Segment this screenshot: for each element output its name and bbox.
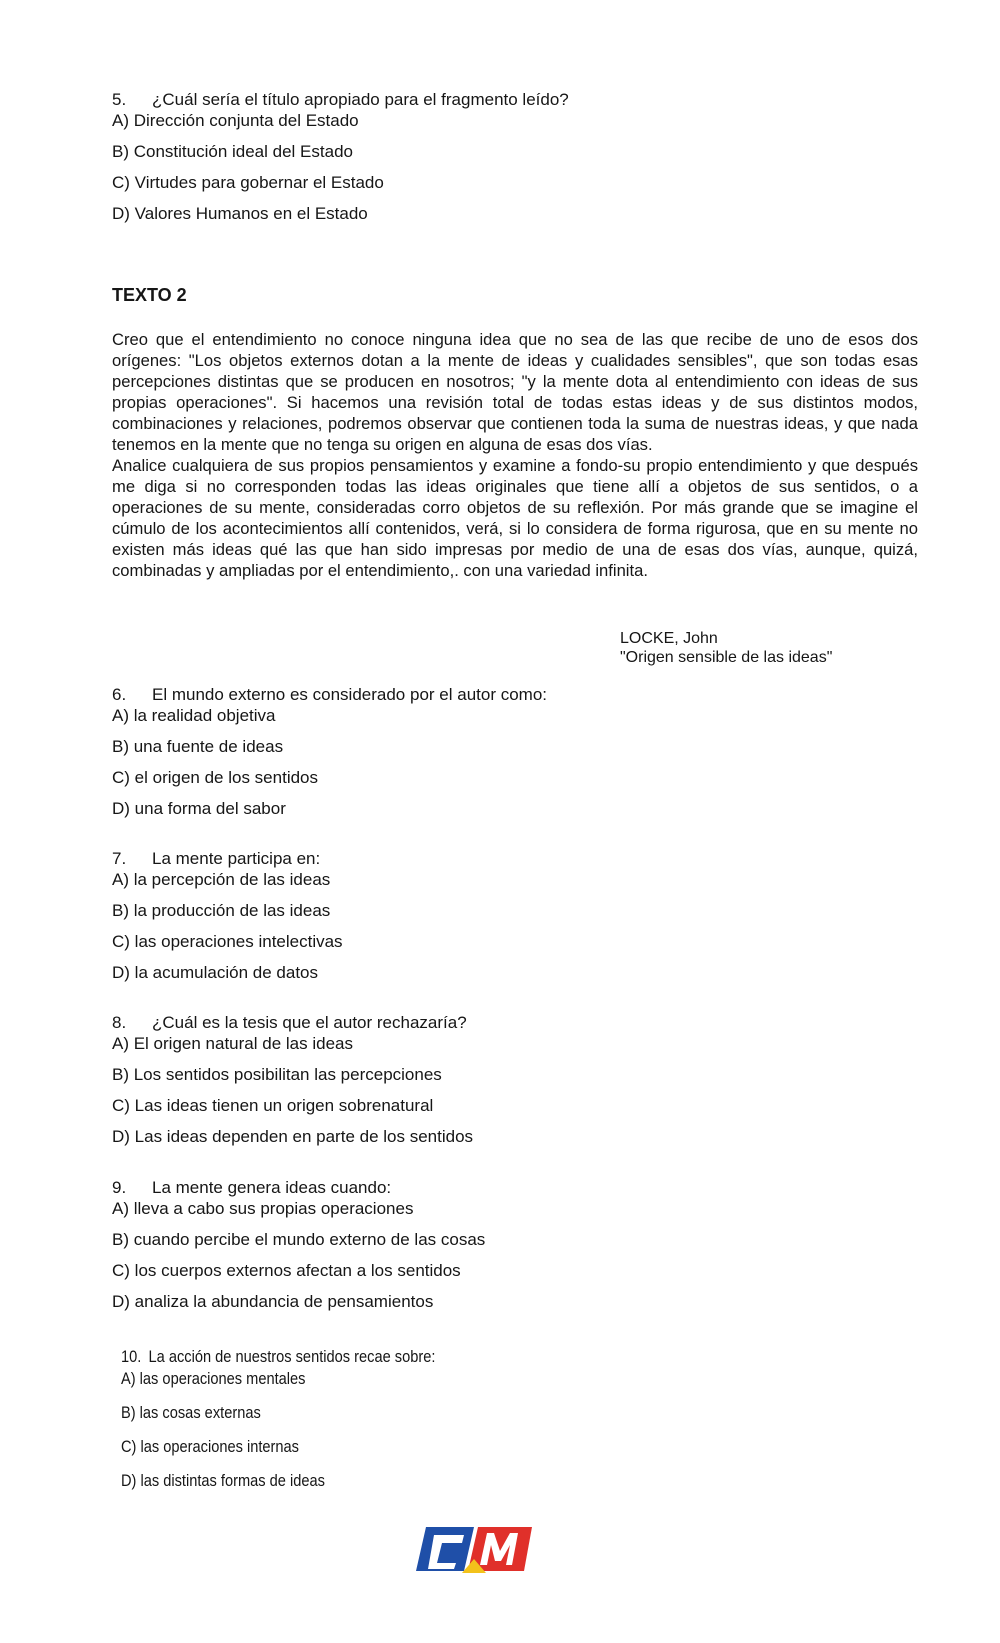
question-9-option-a[interactable]: A) lleva a cabo sus propias operaciones [112, 1199, 414, 1218]
question-6-text: El mundo externo es considerado por el autor como: [152, 685, 548, 704]
question-8 [112, 1012, 932, 1147]
question-5-option-d[interactable]: D) Valores Humanos en el Estado [112, 204, 368, 223]
question-5-option-c[interactable]: C) Virtudes para gobernar el Estado [112, 173, 384, 192]
question-6-option-b[interactable]: B) una fuente de ideas [112, 737, 284, 756]
question-9-option-d[interactable]: D) analiza la abundancia de pensamientos [112, 1292, 434, 1311]
question-10-option-b[interactable]: B) las cosas externas [121, 1403, 261, 1422]
question-6-stem [112, 684, 932, 705]
attribution-title: "Origen sensible de las ideas" [620, 649, 833, 666]
passage-paragraph-1: Creo que el entendimiento no conoce ninguna idea que no sea de las que recibe de uno de esos dos orígenes: "Los objetos externos dotan a la mente de ideas y cualidades sensibles", que son todas esas percepciones distintas que se producen en nosotros; "y la mente dota al entendimiento con ideas de sus propias operaciones". Si hacemos una revisión total de todas estas ideas y de sus distintos modos, combinaciones y relaciones, podremos observar que contienen toda la suma de nuestras ideas, y que nada tenemos en la mente que no tenga su origen en alguna de esas dos vías. [112, 330, 918, 454]
question-7-option-a[interactable]: A) la percepción de las ideas [112, 870, 331, 889]
question-9-number: 9. [112, 1178, 127, 1197]
question-6-option-c[interactable]: C) el origen de los sentidos [112, 768, 319, 787]
cm-logo-icon [412, 1525, 536, 1573]
question-8-option-d[interactable]: D) Las ideas dependen en parte de los sentidos [112, 1127, 474, 1146]
question-7-option-d[interactable]: D) la acumulación de datos [112, 963, 319, 982]
passage-paragraph-2: Analice cualquiera de sus propios pensamientos y examine a fondo-su propio entendimiento y que después me diga si no corresponden todas las ideas originales que tiene allí a objetos de sus sentidos, o a operaciones de su mente, consideradas corro objetos de su reflexión. Por más grande que se imagine el cúmulo de los acontecimientos allí contenidos, verá, si lo considera de forma rigurosa, que en su mente no existen más ideas qué las que han sido impresas por medio de una de esas dos vías, aunque, quizá, combinadas y ampliadas por el entendimiento,. con una variedad infinita. [112, 456, 918, 580]
question-7 [112, 848, 932, 983]
question-5 [112, 89, 932, 224]
question-10-option-d[interactable]: D) las distintas formas de ideas [121, 1471, 325, 1490]
question-8-option-b[interactable]: B) Los sentidos posibilitan las percepciones [112, 1065, 442, 1084]
question-5-number: 5. [112, 90, 127, 109]
question-8-number: 8. [112, 1013, 127, 1032]
attribution-author: LOCKE, John [620, 630, 718, 647]
question-10-number: 10. [121, 1347, 142, 1366]
question-10 [121, 1346, 826, 1492]
question-6-option-d[interactable]: D) una forma del sabor [112, 799, 286, 818]
question-5-option-a[interactable]: A) Dirección conjunta del Estado [112, 111, 359, 130]
question-6 [112, 684, 932, 819]
question-7-option-c[interactable]: C) las operaciones intelectivas [112, 932, 343, 951]
question-6-option-a[interactable]: A) la realidad objetiva [112, 706, 276, 725]
question-10-stem [121, 1346, 826, 1368]
question-10-option-a[interactable]: A) las operaciones mentales [121, 1369, 306, 1388]
text-2-passage [112, 329, 918, 581]
question-5-text: ¿Cuál sería el título apropiado para el fragmento leído? [152, 90, 569, 109]
question-9-stem [112, 1177, 932, 1198]
question-7-text: La mente participa en: [152, 849, 321, 868]
text-2-heading: TEXTO 2 [112, 285, 187, 305]
question-7-option-b[interactable]: B) la producción de las ideas [112, 901, 331, 920]
question-7-stem [112, 848, 932, 869]
question-8-text: ¿Cuál es la tesis que el autor rechazaría? [152, 1013, 467, 1032]
question-10-text: La acción de nuestros sentidos recae sobre: [148, 1347, 436, 1366]
question-9-option-c[interactable]: C) los cuerpos externos afectan a los sentidos [112, 1261, 461, 1280]
question-8-option-c[interactable]: C) Las ideas tienen un origen sobrenatural [112, 1096, 434, 1115]
question-9 [112, 1177, 932, 1312]
question-7-number: 7. [112, 849, 127, 868]
question-6-number: 6. [112, 685, 127, 704]
question-5-option-b[interactable]: B) Constitución ideal del Estado [112, 142, 353, 161]
passage-attribution [620, 629, 832, 667]
question-5-stem [112, 89, 932, 110]
question-9-text: La mente genera ideas cuando: [152, 1178, 392, 1197]
question-8-option-a[interactable]: A) El origen natural de las ideas [112, 1034, 353, 1053]
question-8-stem [112, 1012, 932, 1033]
question-10-option-c[interactable]: C) las operaciones internas [121, 1437, 299, 1456]
question-9-option-b[interactable]: B) cuando percibe el mundo externo de las cosas [112, 1230, 486, 1249]
